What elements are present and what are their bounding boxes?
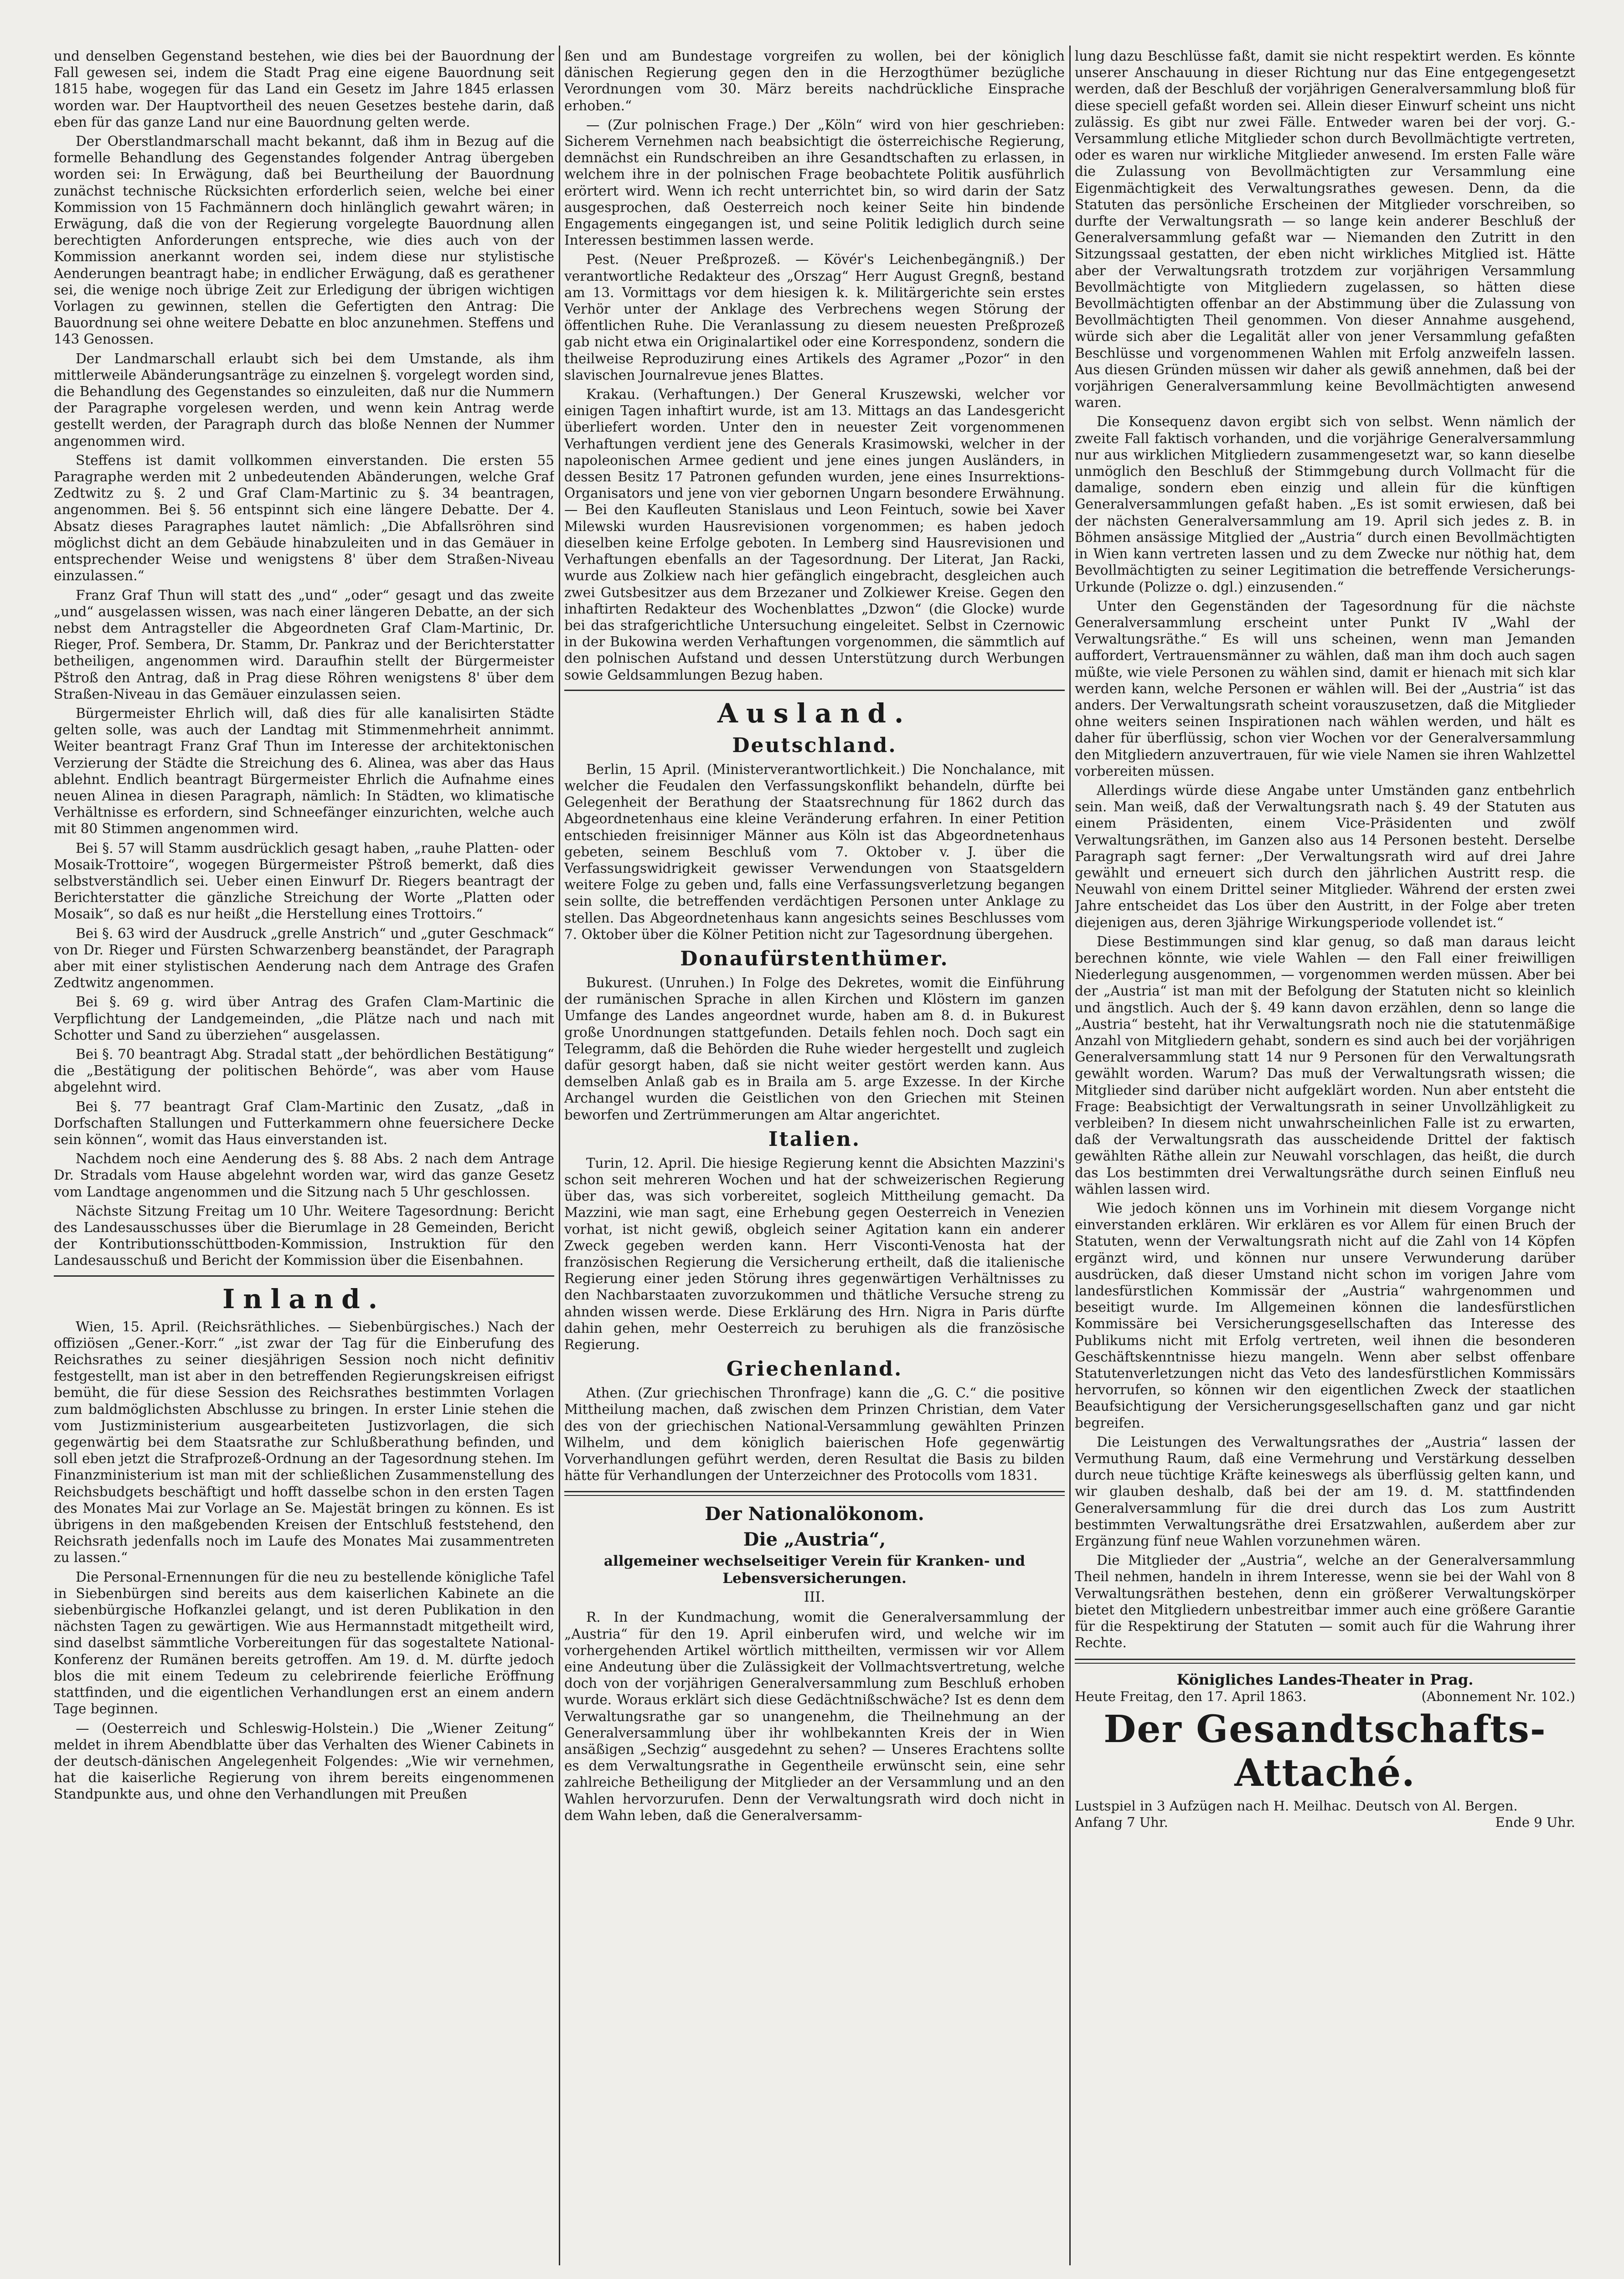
article-paragraph: Pest. (Neuer Preßprozeß. — Kövér's Leichenbegängniß.) Der verantwortliche Redakteur des „Orszag“ Herr August Gregnß, bestand am 13. Vormittags vor dem hiesigen k. k. Militärgerichte sein erstes Verhör unter der Anklage des Verbrechens wegen Störung der öffentlichen Ruhe. Die Veranlassung zu diesem neuesten Preßprozeß gab nicht etwa ein Originalartikel oder eine Korrespondenz, sondern die theilweise Reproduzirung eines Artikels des Agramer „Pozor“ in den slavischen Journalrevue jenes Blattes. [564, 252, 1065, 383]
article-title-austria: Die „Austria“, [743, 1529, 886, 1551]
article-paragraph: Die Leistungen des Verwaltungsrathes der „Austria“ lassen der Vermuthung Raum, daß eine Vermehrung und Verstärkung desselben durch neue tüchtige Kräfte keineswegs als überflüssig gelten kann, und wir glauben deshalb, daß bei der am 19. d. M. stattfindenden Generalversammlung für die drei durch das Los zum Austritt bestimmten Verwaltungsräthe drei Ersatzwahlen, außerdem aber zur Ergänzung fünf neue Wahlen vorzunehmen wären. [1075, 1434, 1575, 1549]
article-paragraph: Die Konsequenz davon ergibt sich von selbst. Wenn nämlich der zweite Fall faktisch vorhanden, und die vorjährige Generalversammlung nur aus wirklichen Mitgliedern zusammengesetzt war, so kann dieselbe unmöglich den Beschluß der Stimmgebung durch Vollmacht für die damalige, sondern eben einzig und allein für die künftigen Generalversammlungen gefaßt haben. „Es ist somit erwiesen, daß bei der nächsten Generalversammlung am 19. April sich jedes z. B. in Böhmen ansässige Mitglied der „Austria“ durch einen Bevollmächtigten in Wien kann vertreten lassen und zu dem Zwecke nur nöthig hat, dem Bevollmächtigten zu seiner Legitimation die betreffende Versicherungs-Urkunde (Polizze o. dgl.) einzusenden.“ [1075, 414, 1575, 595]
section-heading-griechenland: Griechenland. [726, 1357, 903, 1381]
article-paragraph: Der Oberstlandmarschall macht bekannt, daß ihm in Bezug auf die formelle Behandlung des Gegenstandes folgender Antrag übergeben worden sei: In Erwägung, daß bei Beurtheilung der Bauordnung zunächst technische Rücksichten erforderlich seien, welche bei einer Kommission von 15 Fachmännern doch hinlänglich gewahrt wären; in Erwägung, daß die von der Regierung vorgelegte Bauordnung allen berechtigten Anforderungen entspreche, wie dies auch von der Kommission anerkannt worden sei, indem diese nur stylistische Aenderungen beantragt habe; in endlicher Erwägung, daß es gerathener sei, die wenige noch übrige Zeit zur Erledigung der übrigen wichtigen Vorlagen zu gewinnen, stellen die Gefertigten den Antrag: Die Bauordnung sei ohne weitere Debatte en bloc anzunehmen. Steffens und 143 Genossen. [54, 134, 554, 347]
article-paragraph: Bürgermeister Ehrlich will, daß dies für alle kanalisirten Städte gelten solle, was auch der Landtag mit Stimmenmehrheit annimmt. Weiter beantragt Franz Graf Thun im Interesse der architektonischen Verzierung der Städte die Streichung des 6. Alinea, was aber das Haus ablehnt. Endlich beantragt Bürgermeister Ehrlich die Aufnahme eines neuen Alinea in diesen Paragraph, nämlich: In Städten, wo klimatische Verhältnisse es erfordern, sind Schneefänger einzurichten, welche auch mit 80 Stimmen angenommen wird. [54, 705, 554, 837]
article-paragraph: Bei §. 57 will Stamm ausdrücklich gesagt haben, „rauhe Platten- oder Mosaik-Trottoire“, wogegen Bürgermeister Pštroß bemerkt, daß dies selbstverständlich sei. Ueber einen Einwurf Dr. Riegers beantragt der Berichterstatter die gänzliche Streichung der Worte „Platten oder Mosaik“, so daß es nur heißt „die Herstellung eines Trottoirs.“ [54, 840, 554, 922]
theater-end: Ende 9 Uhr. [1495, 1814, 1575, 1830]
article-part-number: III. [804, 1589, 825, 1606]
theater-times [1075, 1814, 1575, 1830]
section-divider [54, 1275, 554, 1277]
theater-start: Anfang 7 Uhr. [1075, 1814, 1168, 1830]
theater-info-row [1075, 1798, 1575, 1814]
article-paragraph: — (Oesterreich und Schleswig-Holstein.) Die „Wiener Zeitung“ meldet in ihrem Abendblatte über das Verhalten des Wiener Cabinets in der deutsch-dänischen Angelegenheit Folgendes: „Wie wir vernehmen, hat die kaiserliche Regierung von ihrem bereits eingenommenen Standpunkte aus, und ohne den Verhandlungen mit Preußen [54, 1720, 554, 1802]
article-paragraph: — (Zur polnischen Frage.) Der „Köln“ wird von hier geschrieben: Sicherem Vernehmen nach beabsichtigt die österreichische Regierung, demnächst ein Rundschreiben an ihre Gesandtschaften zu erlassen, in welchem ihre in der polnischen Frage beobachtete Politik ausführlich erörtert wird. Wenn ich recht unterrichtet bin, so wird darin der Satz ausgesprochen, daß Oesterreich noch keiner Seite hin bindende Engagements eingegangen ist, und seine Politik lediglich durch seine Interessen bestimmen lassen werde. [564, 117, 1065, 248]
article-paragraph: Wie jedoch können uns im Vorhinein mit diesem Vorgange nicht einverstanden erklären. Wir erklären es vor Allem für einen Bruch der Statuten, wenn der Verwaltungsrath nicht auf die Zahl von 14 Köpfen ergänzt wird, und können nur unsere Verwunderung darüber ausdrücken, daß dieser Umstand nicht schon im vorigen Jahre vom landesfürstlichen Kommissär der „Austria“ wahrgenommen und beseitigt wurde. Im Allgemeinen können die landesfürstlichen Kommissäre bei Versicherungsgesellschaften das Interesse des Publikums nicht mit Erfolg vertreten, weil ihnen die besonderen Geschäftskenntnisse hiezu mangeln. Wenn aber selbst offenbare Statutenverletzungen nicht das Veto des landesfürstlichen Kommissärs hervorrufen, so können wir den eigentlichen Zweck der staatlichen Beaufsichtigung der Versicherungsgesellschaften ganz und gar nicht begreifen. [1075, 1201, 1575, 1431]
article-paragraph: Bei §. 63 wird der Ausdruck „grelle Anstrich“ und „guter Geschmack“ von Dr. Rieger und Fürsten Schwarzenberg beanständet, der Paragraph aber mit einer stylistischen Aenderung nach dem Antrage des Grafen Zedtwitz angenommen. [54, 925, 554, 991]
article-paragraph: Wien, 15. April. (Reichsräthliches. — Siebenbürgisches.) Nach der offiziösen „Gener.-Korr.“ „ist zwar der Tag für die Einberufung des Reichsrathes zu seiner diesjährigen Session noch nicht definitiv festgestellt, man ist aber in den betreffenden Regierungskreisen eifrigst bemüht, die für diese Session des Reichsrathes bestimmten Vorlagen zum baldmöglichsten Abschlusse zu bringen. In erster Linie stehen die vom Justizministerium ausgearbeiteten Justizvorlagen, die sich gegenwärtig bei dem Staatsrathe zur Schlußberathung befinden, und soll eben jetzt die Strafprozeß-Ordnung an der Tagesordnung stehen. Im Finanzministerium ist man mit der schließlichen Zusammenstellung des Reichsbudgets beschäftigt und hofft dasselbe schon in den ersten Tagen des Monates Mai zur Vorlage an Se. Majestät bringen zu können. Es ist übrigens in den maßgebenden Kreisen der Entschluß feststehend, den Reichsrath jedenfalls noch im Laufe des Monates Mai zusammentreten zu lassen.“ [54, 1319, 554, 1566]
section-heading-donaufuerstenthuemer: Donaufürstenthümer. [680, 947, 949, 970]
article-paragraph: Krakau. (Verhaftungen.) Der General Kruszewski, welcher vor einigen Tagen inhaftirt wurde, ist am 13. Mittags an das Landesgericht überliefert worden. Unter den in neuester Zeit vorgenommenen Verhaftungen verdient jene des Generals Krasimowski, welcher in der napoleonischen Armee gedient und jene eines jungen Ausländers, in dessen Besitz 17 Patronen gefunden wurden, jene eines Insurrektions-Organisators und jene von vier gebornen Ungarn besondere Erwähnung. — Bei den Kaufleuten Stanislaus und Leon Feintuch, sowie bei Xaver Milewski wurden Hausrevisionen vorgenommen; es haben jedoch dieselben keine Erfolge geboten. In Lemberg sind Hausrevisionen und Verhaftungen ebenfalls an der Tagesordnung. Der Literat, Jan Racki, wurde aus Zolkiew nach hier gefänglich eingebracht, desgleichen auch zwei Gutsbesitzer aus dem Brzezaner und Zolkiewer Kreise. Gegen den inhaftirten Redakteur des Wochenblattes „Dzwon“ (die Glocke) wurde bei das strafgerichtliche Untersuchung eingeleitet. Selbst in Czernowic in der Bukowina werden Verhaftungen vorgenommen, die sämmtlich auf den polnischen Aufstand und dessen Unterstützung durch Werbungen sowie Geldsammlungen Bezug haben. [564, 387, 1065, 683]
article-paragraph: Bei §. 70 beantragt Abg. Stradal statt „der behördlichen Bestätigung“ die „Bestätigung der politischen Behörde“, was aber vom Hause abgelehnt wird. [54, 1046, 554, 1095]
article-subtitle: allgemeiner wechselseitiger Verein für Kranken- und Lebensversicherungen. [603, 1553, 1026, 1587]
article-paragraph: lung dazu Beschlüsse faßt, damit sie nicht respektirt werden. Es könnte unserer Anschauung in dieser Richtung nur das Eine entgegengesetzt werden, daß der Beschluß der vorjährigen Generalversammlung bloß für diese speciell gefaßt worden sei. Allein dieser Einwurf scheint uns nicht zulässig. Es gibt nur zwei Fälle. Entweder waren bei der vorj. G.-Versammlung etliche Mitglieder schon durch Bevollmächtigte vertreten, oder es waren nur wirkliche Mitglieder anwesend. Im ersten Falle wäre die Zulassung von Bevollmächtigten zur Versammlung eine Eigenmächtigkeit des Verwaltungsrathes gewesen. Denn, da die Statuten das persönliche Erscheinen der Mitglieder vorschreiben, so durfte der Verwaltungsrath — so lange kein anderer Beschluß der Generalversammlung gefaßt war — Niemanden den Zutritt in den Sitzungssaal gestatten, der eben nicht wirkliches Mitglied ist. Hätte aber der Verwaltungsrath trotzdem zur vorjährigen Versammlung Bevollmächtigte von Mitgliedern zugelassen, so hätten diese Bevollmächtigten offenbar an der Abstimmung über die Zulassung von Bevollmächtigten Theil genommen. Von dieser Annahme ausgehend, würde sich aber die Legalität aller von jener Versammlung gefaßten Beschlüsse und vorgenommenen Wahlen mit Erfolg anzweifeln lassen. Aus diesen Gründen müssen wir daher als gewiß annehmen, daß bei der vorjährigen Generalversammlung keine Bevollmächtigten anwesend waren. [1075, 48, 1575, 411]
article-paragraph: Die Personal-Ernennungen für die neu zu bestellende königliche Tafel in Siebenbürgen sind bereits aus dem kaiserlichen Kabinete an die siebenbürgische Hofkanzlei gelangt, und ist deren Publikation in den nächsten Tagen zu gewärtigen. Wie aus Hermannstadt mitgetheilt wird, sind daselbst sämmtliche Vorbereitungen für das sogestaltete National-Konferenz der Rumänen bereits getroffen. Am 19. d. M. dürfte jedoch blos die mit einem Tedeum zu celebrirende feierliche Eröffnung stattfinden, und die eigentlichen Verhandlungen erst an einem andern Tage beginnen. [54, 1569, 554, 1717]
theater-announcement [1075, 1671, 1575, 1830]
article-paragraph: Nachdem noch eine Aenderung des §. 88 Abs. 2 nach dem Antrage Dr. Stradals vom Hause abgelehnt worden war, wird das ganze Gesetz vom Landtage angenommen und die Sitzung nach 5 Uhr geschlossen. [54, 1151, 554, 1200]
article-paragraph: Bei §. 77 beantragt Graf Clam-Martinic den Zusatz, „daß in Dorfschaften Stallungen und Futterkammern ohne feuersichere Decke sein können“, womit das Haus einverstanden ist. [54, 1098, 554, 1147]
column-1 [54, 48, 554, 2272]
theater-play-info: Lustspiel in 3 Aufzügen nach H. Meilhac. Deutsch von Al. Bergen. [1075, 1798, 1518, 1814]
article-paragraph: Franz Graf Thun will statt des „und“ „oder“ gesagt und das zweite „und“ ausgelassen wissen, was nach einer längeren Debatte, an der sich nebst dem Antragsteller die Abgeordneten Graf Clam-Martinic, Dr. Rieger, Prof. Sembera, Dr. Stamm, Dr. Pankraz und der Berichterstatter betheiligen, angenommen wird. Daraufhin stellt der Bürgermeister Pštroß den Antrag, daß in Prag diese Röhren wenigstens 8' über dem Straßen-Niveau in das Gemäuer einzulassen seien. [54, 587, 554, 702]
section-heading-deutschland: Deutschland. [732, 733, 897, 757]
article-paragraph: Athen. (Zur griechischen Thronfrage) kann die „G. C.“ die positive Mittheilung machen, daß zwischen dem Prinzen Christian, dem Vater des von der griechischen National-Versammlung gewählten Prinzen Wilhelm, und dem königlich baierischen Hofe gegenwärtig Vorverhandlungen geführt werden, deren Resultat die Basis zu bilden hätte für Verhandlungen der Unterzeichner des Protocolls vom 1831. [564, 1385, 1065, 1484]
article-paragraph: Steffens ist damit vollkommen einverstanden. Die ersten 55 Paragraphe werden mit 2 unbedeutenden Abänderungen, welche Graf Zedtwitz zu §. 2 und Graf Clam-Martinic zu §. 34 beantragen, angenommen. Bei §. 56 entspinnt sich eine längere Debatte. Der 4. Absatz dieses Paragraphes lautet nämlich: „Die Abfallsröhren sind möglichst dicht an dem Gebäude hinabzuleiten und in das Gemäuer in entsprechender Weise und wenigstens 8' über dem Straßen-Niveau einzulassen.“ [54, 452, 554, 584]
article-paragraph: Der Landmarschall erlaubt sich bei dem Umstande, als ihm mittlerweile Abänderungsanträge zu einzelnen §. vorgelegt worden sind, die Behandlung des Gegenstandes so einzuleiten, daß nur die Nummern der Paragraphe vorgelesen werden, und wenn kein Antrag werde gestellt werden, der Paragraph durch das bloße Nennen der Nummer angenommen wird. [54, 351, 554, 449]
article-paragraph: ßen und am Bundestage vorgreifen zu wollen, bei der königlich dänischen Regierung gegen den in die Herzogthümer bezügliche Verordnungen vom 30. März bereits nachdrückliche Einsprache erhoben.“ [564, 48, 1065, 113]
article-paragraph: Die Mitglieder der „Austria“, welche an der Generalversammlung Theil nehmen, handeln in ihrem Interesse, wenn sie bei der Wahl von 8 Verwaltungsräthen bestehen, denn ein größerer Verwaltungskörper bietet den Mitgliedern unbestreitbar immer auch eine größere Garantie für die Respektirung der Statuten — somit auch für die Wahrung ihrer Rechte. [1075, 1552, 1575, 1651]
article-paragraph: Nächste Sitzung Freitag um 10 Uhr. Weitere Tagesordnung: Bericht des Landesausschusses über die Bierumlage in 28 Gemeinden, Bericht der Kontributionsschüttboden-Kommission, Instruktion für den Landesausschuß und Bericht der Kommission über die Eisenbahnen. [54, 1203, 554, 1268]
section-heading-ausland: Ausland. [717, 697, 912, 729]
section-heading-inland: Inland. [222, 1283, 386, 1315]
section-heading-nationaloekonom: Der Nationalökonom. [705, 1503, 924, 1525]
section-divider [1075, 1659, 1575, 1664]
article-paragraph: Bei §. 69 g. wird über Antrag des Grafen Clam-Martinic die Verpflichtung der Landgemeinden, „die Plätze nach und nach mit Schotter und Sand zu überziehen“ ausgelassen. [54, 994, 554, 1043]
theater-date: Heute Freitag, den 17. April 1863. [1075, 1688, 1307, 1704]
article-paragraph: und denselben Gegenstand bestehen, wie dies bei der Bauordnung der Fall gewesen sei, indem die Stadt Prag eine eigene Bauordnung seit 1815 habe, wogegen für das Land ein Gesetz im Jahre 1845 erlassen worden war. Der Hauptvortheil des neuen Gesetzes bestehe darin, daß eben für das ganze Land nur eine Bauordnung gelten werde. [54, 48, 554, 130]
article-paragraph: Allerdings würde diese Angabe unter Umständen ganz entbehrlich sein. Man weiß, daß der Verwaltungsrath nach §. 49 der Statuten aus einem Präsidenten, einem Vice-Präsidenten und zwölf Verwaltungsräthen, im Ganzen also aus 14 Personen besteht. Derselbe Paragraph sagt ferner: „Der Verwaltungsrath wird auf drei Jahre gewählt und erneuert sich durch den jährlichen Austritt resp. die Neuwahl von einem Drittel seiner Mitglieder. Während der ersten zwei Jahre entscheidet das Los über den Austritt, in der Folge aber treten diejenigen aus, deren 3jährige Wirkungsperiode vollendet ist.“ [1075, 782, 1575, 930]
article-paragraph: Turin, 12. April. Die hiesige Regierung kennt die Absichten Mazzini's schon seit mehreren Wochen und hat der schweizerischen Regierung über das, was sich vorbereitet, sogleich Mittheilung gemacht. Da Mazzini, wie man sagt, eine Erhebung gegen Oesterreich in Venezien vorhat, ist nicht gewiß, obgleich seiner Agitation kann ein anderer Zweck gegeben werden kann. Herr Visconti-Venosta hat der französischen Regierung die Versicherung ertheilt, daß die italienische Regierung einer jeden Störung ihres gegenwärtigen Verhältnisses zu den Nachbarstaaten zuvorzukommen und thätliche Versuche streng zu ahnden wissen werde. Diese Erklärung des Hrn. Nigra in Paris dürfte dahin gehen, mehr Oesterreich zu beruhigen als die französische Regierung. [564, 1155, 1065, 1353]
article-paragraph: Diese Bestimmungen sind klar genug, so daß man daraus leicht berechnen könnte, wie viele Wahlen — den Fall einer freiwilligen Niederlegung ausgenommen, — vorgenommen werden müssen. Aber bei der „Austria“ ist man mit der Befolgung der Statuten nicht so kleinlich und ängstlich. Auch der §. 49 kann davon erzählen, denn so lange die „Austria“ besteht, hat ihr Verwaltungsrath noch nie die statutenmäßige Anzahl von Mitgliedern gehabt, sondern es sind auch bei der vorjährigen Generalversammlung statt 14 nur 9 Personen für den Verwaltungsrath gewählt worden. Warum? Das muß der Verwaltungsrath wissen; die Mitglieder sind darüber nicht aufgeklärt worden. Nun aber entsteht die Frage: Beabsichtigt der Verwaltungsrath in seiner Unvollzähligkeit zu verbleiben? In diesem nicht unwahrscheinlichen Falle ist zu erwarten, daß der Verwaltungsrath das ausscheidende Drittel der faktisch gewählten Räthe allein zur Neuwahl vorschlagen, das heißt, die durch das Los bestimmten drei Verwaltungsräthe durch seinen Einfluß neu wählen lassen wird. [1075, 933, 1575, 1197]
article-paragraph: R. In der Kundmachung, womit die Generalversammlung der „Austria“ für den 19. April einberufen wird, und welche wir im vorhergehenden Artikel wörtlich mittheilten, vermissen wir vor Allem eine Andeutung über die Zulässigkeit der Vollmachtsvertretung, welche doch von der vorjährigen Generalversammlung zum Beschluß erhoben wurde. Woraus erklärt sich diese Gedächtnißschwäche? Ist es denn dem Verwaltungsrathe gar so unangenehm, die Theilnehmung an der Generalversammlung über ihr wohlbekannten Kreis der in Wien ansäßigen „Sechzig“ ausgedehnt zu sehen? — Unseres Erachtens sollte es dem Verwaltungsrathe in Gegentheile erwünscht sein, eine sehr zahlreiche Betheiligung der Mitglieder an der Versammlung und an den Wahlen hervorzurufen. Denn der Verwaltungsrath wird doch nicht in dem Wahn leben, daß die Generalversamm- [564, 1609, 1065, 1823]
article-paragraph: Bukurest. (Unruhen.) In Folge des Dekretes, womit die Einführung der rumänischen Sprache in allen Kirchen und Klöstern im ganzen Umfange des Landes angeordnet wurde, haben am 8. d. in Bukurest große Unordnungen stattgefunden. Details fehlen noch. Doch sagt ein Telegramm, daß die Behörden die Ruhe wieder hergestellt und zugleich dafür gesorgt haben, daß sie nicht weiter gestört werden kann. Aus demselben Anlaß gab es in Braila am 5. arge Exzesse. In der Kirche Archangel wurden die Geistlichen von den Griechen mit Steinen beworfen und Zertrümmerungen am Altar angerichtet. [564, 975, 1065, 1123]
section-divider [564, 690, 1065, 691]
section-heading-italien: Italien. [768, 1127, 861, 1151]
article-paragraph: Unter den Gegenständen der Tagesordnung für die nächste Generalversammlung erscheint unter Punkt IV „Wahl der Verwaltungsräthe.“ Es will uns scheinen, wenn man Jemanden auffordert, Vertrauensmänner zu wählen, daß man ihm doch auch sagen müßte, wie viele Personen zu wählen sind, damit er hienach mit sich klar werden kann, welche Personen er wählen will. Bei der „Austria“ ist das anders. Der Verwaltungsrath scheint vorauszusetzen, daß die Mitglieder ohne weiters seinen Inspirationen nach wählen werden, und hält es daher für überflüssig, schon vier Wochen vor der Generalversammlung den Mitgliedern anzuvertrauen, für wie viele Namen sie ihren Wahlzettel vorbereiten müssen. [1075, 598, 1575, 779]
section-divider [564, 1491, 1065, 1496]
column-rule [559, 46, 560, 2265]
theater-play-title: Der Gesandtschafts-Attaché. [1103, 1707, 1547, 1795]
column-rule [1069, 46, 1071, 2265]
article-paragraph: Berlin, 15 April. (Ministerverantwortlichkeit.) Die Nonchalance, mit welcher die Feudalen den Verfassungskonflikt behandeln, dürfte bei Gelegenheit der Berathung der Staatsrechnung für 1862 durch das Abgeordnetenhaus eine kleine Veränderung erfahren. In einer Petition entschieden freisinniger Männer aus Köln ist das Abgeordnetenhaus gebeten, seinem Beschluß vom 7. Oktober v. J. über die Verfassungswidrigkeit gewisser Verwendungen von Staatsgeldern weitere Folge zu geben und, falls eine Verfassungsverletzung begangen sein sollte, die betreffenden verdächtigen Personen unter Anklage zu stellen. Das Abgeordnetenhaus kann angesichts seines Beschlusses vom 7. Oktober über die Kölner Petition nicht zur Tagesordnung übergehen. [564, 761, 1065, 942]
column-3 [1075, 48, 1575, 2272]
theater-abonnement: (Abonnement Nr. 102.) [1421, 1688, 1575, 1704]
column-2 [564, 48, 1065, 2272]
theater-heading: Königliches Landes-Theater in Prag. [1176, 1671, 1474, 1688]
theater-date-row [1075, 1688, 1575, 1705]
